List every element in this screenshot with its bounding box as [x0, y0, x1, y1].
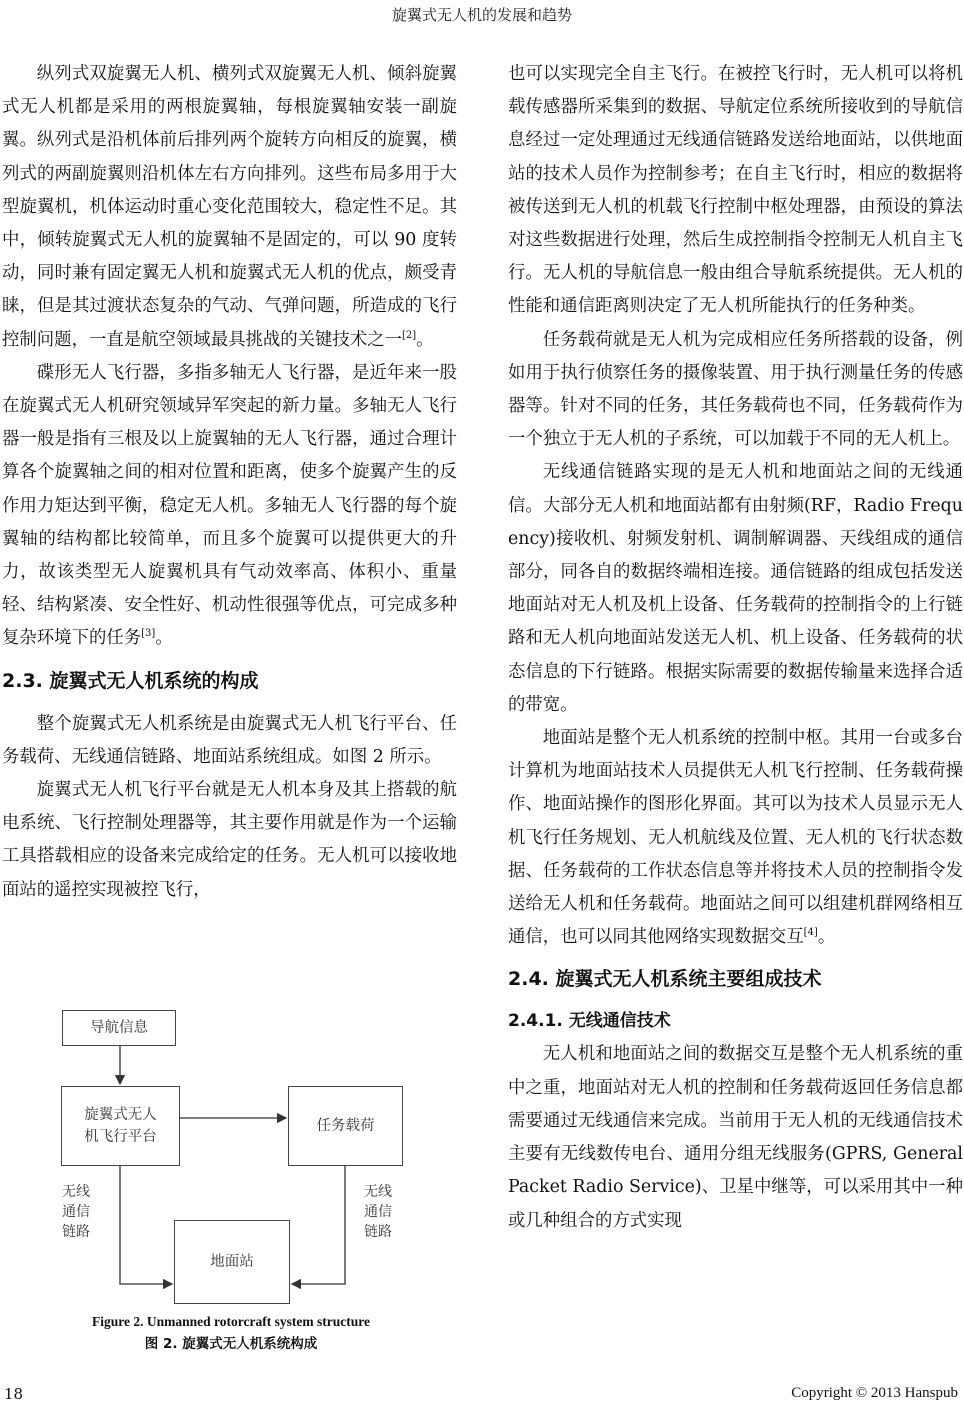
running-header: 旋翼式无人机的发展和趋势: [391, 6, 572, 24]
section-heading: 2.4. 旋翼式无人机系统主要组成技术: [508, 968, 822, 991]
paragraph: 纵列式双旋翼无人机、横列式双旋翼无人机、倾斜旋翼式无人机都是采用的两根旋翼轴，每根旋翼轴安装一副旋翼。纵列式是沿机体前后排列两个旋转方向相反的旋翼，横列式的两副旋翼则沿机体左右方向排列。这些布局多用于大型旋翼机，机体运动时重心变化范围较大，稳定性不足。其中，倾转旋翼式无人机的旋翼轴不是固定的，可以 90 度转动，同时兼有固定翼无人机和旋翼式无人机的优点，颇受青睐，但是其过渡状态复杂的气动、气弹问题，所造成的飞行控制问题，一直是航空领域最具挑战的关键技术之一[2]。: [2, 64, 457, 350]
payload-box: 任务载荷: [288, 1086, 403, 1166]
citation[interactable]: [4]: [803, 927, 818, 939]
paragraph: 地面站是整个无人机系统的控制中枢。其用一台或多台计算机为地面站技术人员提供无人机飞行控制、任务载荷操作、地面站操作的图形化界面。其可以为技术人员显示无人机飞行任务规划、无人机航线及位置、无人机的飞行状态数据、任务载荷的工作状态信息等并将技术人员的控制指令发送给无人机和任务载荷。地面站之间可以组建机群网络相互通信，也可以同其他网络实现数据交互[4]。: [508, 728, 963, 948]
figure-caption-en: Figure 2. Unmanned rotorcraft system structure: [92, 1314, 370, 1329]
paragraph: 整个旋翼式无人机系统是由旋翼式无人机飞行平台、任务载荷、无线通信链路、地面站系统组成。如图 2 所示。: [2, 713, 457, 767]
subsection-heading: 2.4.1. 无线通信技术: [508, 1011, 671, 1032]
left-column: [2, 58, 457, 907]
citation[interactable]: [3]: [141, 628, 156, 640]
paragraph: 任务载荷就是无人机为完成相应任务所搭载的设备，例如用于执行侦察任务的摄像装置、用于执行测量任务的传感器等。针对不同的任务，其任务载荷也不同，任务载荷作为一个独立于无人机的子系统，可以加载于不同的无人机上。: [508, 329, 963, 450]
figure-system-structure: [0, 1006, 462, 1352]
section-heading: 2.3. 旋翼式无人机系统的构成: [2, 669, 259, 692]
page-number: 18: [4, 1385, 24, 1403]
paragraph: 旋翼式无人机飞行平台就是无人机本身及其上搭载的航电系统、飞行控制处理器等，其主要作用就是作为一个运输工具搭载相应的设备来完成给定的任务。无人机可以接收地面站的遥控实现被控飞行，: [2, 780, 457, 900]
wireless-link-label-left: 无线 通信 链路: [62, 1184, 90, 1240]
paragraph: 无线通信链路实现的是无人机和地面站之间的无线通信。大部分无人机和地面站都有由射频(RF，Radio Frequency)接收机、射频发射机、调制解调器、天线组成的通信部分，同各自的数据终端相连接。通信链路的组成包括发送地面站对无人机及机上设备、任务载荷的控制指令的上行链路和无人机向地面站发送无人机、机上设备、任务载荷的状态信息的下行链路。根据实际需要的数据传输量来选择合适的带宽。: [508, 462, 963, 715]
arrow-payload-ground: [292, 1166, 345, 1284]
arrow-platform-ground: [120, 1166, 172, 1284]
right-column: [508, 58, 963, 1238]
paragraph: 无人机和地面站之间的数据交互是整个无人机系统的重中之重，地面站对无人机的控制和任务载荷返回任务信息都需要通过无线通信来完成。当前用于无人机的无线通信技术主要有无线数传电台、通用分组无线服务(GPRS, General Packet Radio Service)、卫星中继等，可以采用其中一种或几种组合的方式实现: [508, 1044, 963, 1231]
nav-info-box: 导航信息: [62, 1010, 176, 1046]
figure-caption-zh: 图 2. 旋翼式无人机系统构成: [144, 1336, 318, 1352]
citation[interactable]: [2]: [402, 329, 417, 341]
flight-platform-box: 旋翼式无人 机飞行平台: [61, 1086, 180, 1166]
paragraph: 也可以实现完全自主飞行。在被控飞行时，无人机可以将机载传感器所采集到的数据、导航定位系统所接收到的导航信息经过一定处理通过无线通信链路发送给地面站，以供地面站的技术人员作为控制参考；在自主飞行时，相应的数据将被传送到无人机的机载飞行控制中枢处理器，由预设的算法对这些数据进行处理，然后生成控制指令控制无人机自主飞行。无人机的导航信息一般由组合导航系统提供。无人机的性能和通信距离则决定了无人机所能执行的任务种类。: [508, 64, 963, 317]
wireless-link-label-right: 无线 通信 链路: [364, 1184, 392, 1240]
paragraph: 碟形无人飞行器，多指多轴无人飞行器，是近年来一股在旋翼式无人机研究领域异军突起的新力量。多轴无人飞行器一般是指有三根及以上旋翼轴的无人飞行器，通过合理计算各个旋翼轴之间的相对位置和距离，使多个旋翼产生的反作用力矩达到平衡，稳定无人机。多轴无人飞行器的每个旋翼轴的结构都比较简单，而且多个旋翼可以提供更大的升力，故该类型无人旋翼机具有气动效率高、体积小、重量轻、结构紧凑、安全性好、机动性很强等优点，可完成多种复杂环境下的任务[3]。: [2, 362, 457, 649]
ground-station-box: 地面站: [174, 1220, 290, 1304]
copyright: Copyright © 2013 Hanspub: [791, 1385, 958, 1401]
